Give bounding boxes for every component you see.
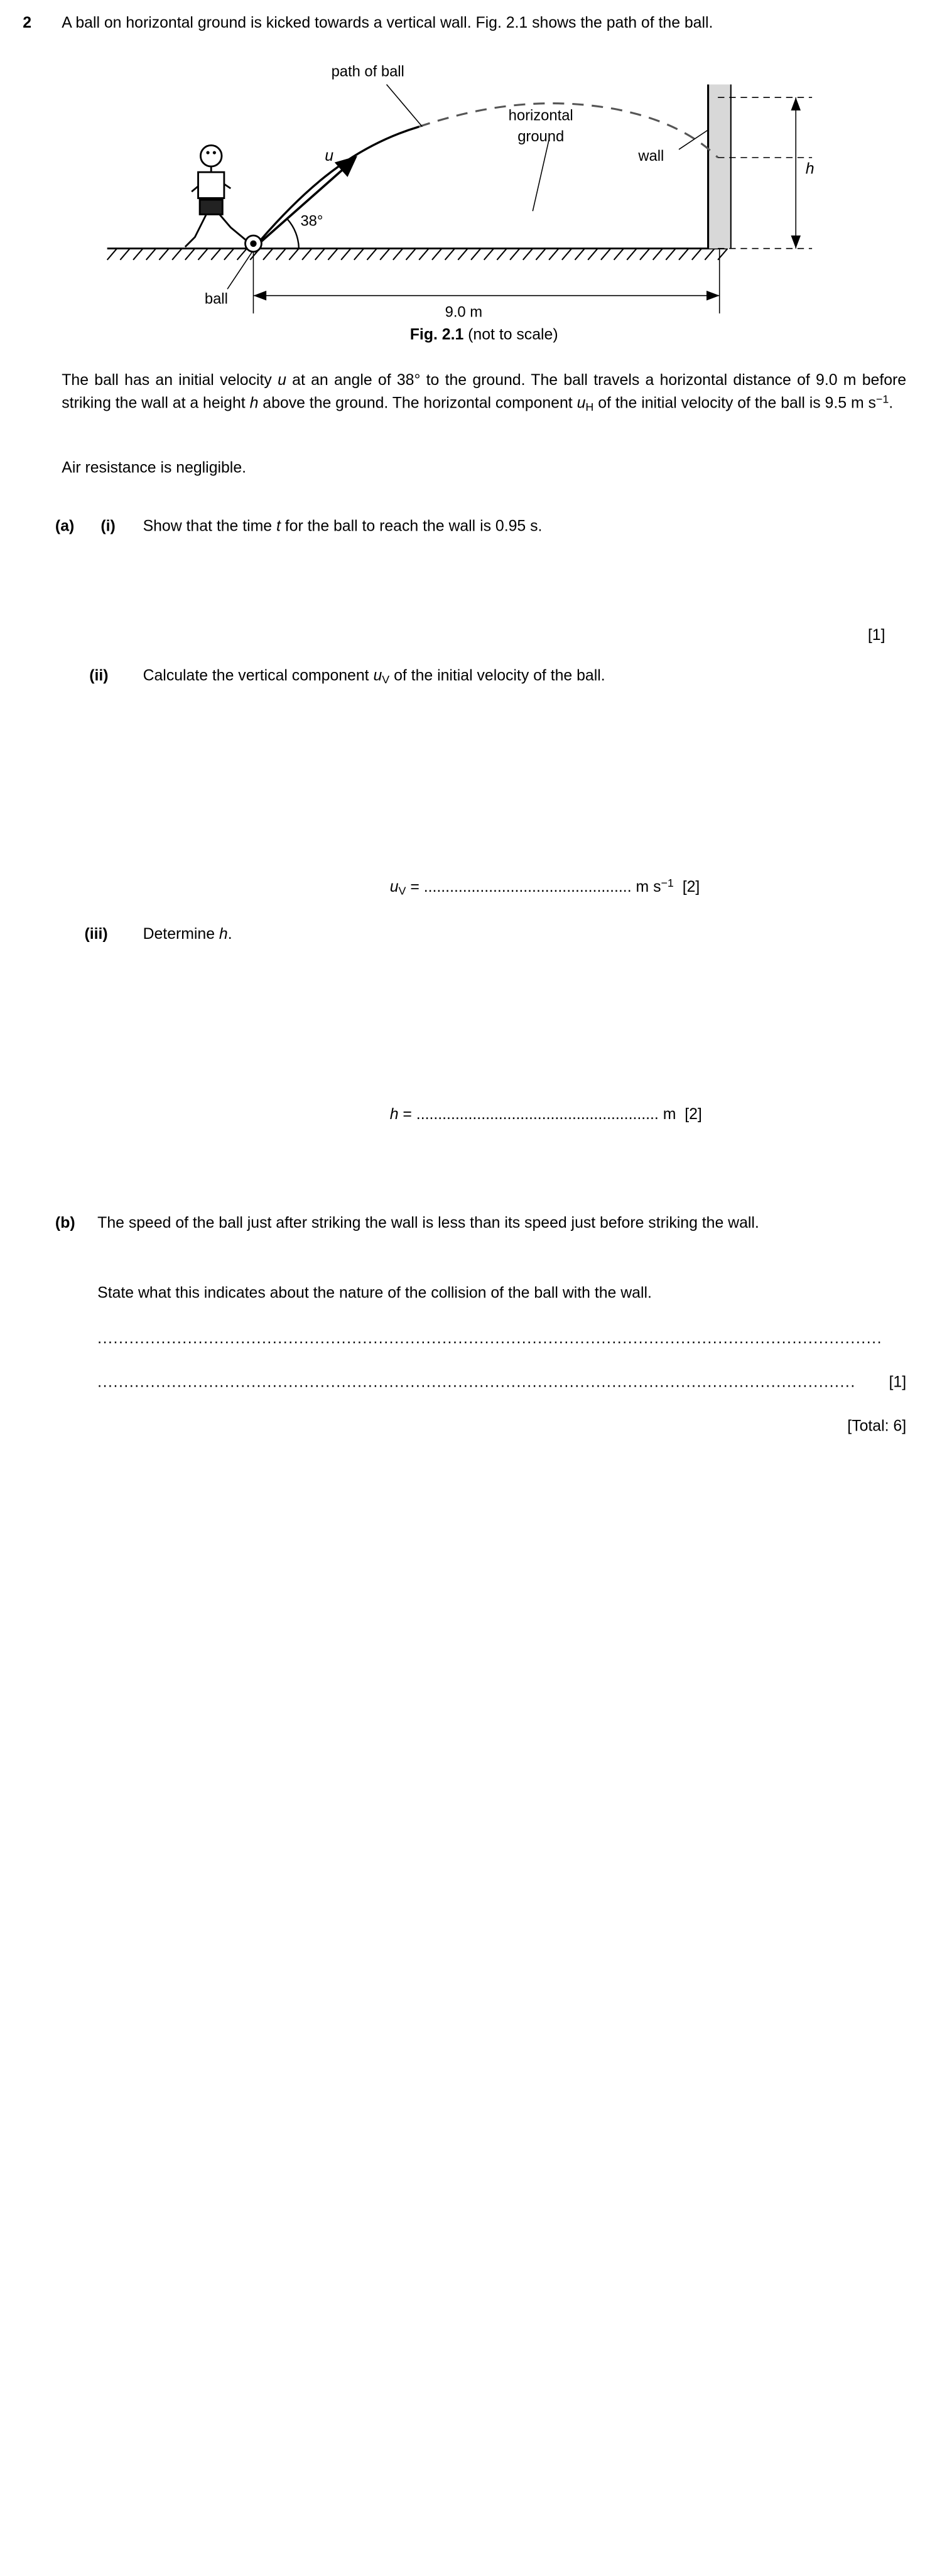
figure-svg — [62, 49, 906, 317]
para1-sup: −1 — [875, 394, 889, 406]
figure-caption-rest: (not to scale) — [463, 326, 558, 345]
answer-h-unit: m — [658, 1106, 676, 1124]
para1-part3: above the ground. The horizontal component — [258, 394, 577, 413]
answer-line-1[interactable]: .................................................................................................................................................... — [97, 1330, 883, 1348]
part-a-i-text-post: for the ball to reach the wall is 0.95 s. — [280, 517, 543, 536]
figure-caption-bold: Fig. 2.1 — [409, 326, 464, 345]
part-a-i-text — [143, 516, 907, 539]
part-b-text-2: State what this indicates about the nature of the collision of the ball with the wall. — [97, 1284, 652, 1303]
label-horizontal-ground-line1: horizontal — [508, 107, 573, 124]
part-a-iii-text — [143, 924, 907, 947]
part-a-i-mark: [1] — [867, 627, 885, 645]
part-a-i-text-pre: Show that the time — [143, 517, 276, 536]
part-b-mark: [1] — [889, 1373, 907, 1392]
part-a-i-label: (i) — [100, 517, 116, 536]
part-a-ii-label: (ii) — [89, 667, 109, 686]
para1-part4: of the initial velocity of the ball is 9.5 m s — [593, 394, 876, 413]
part-a-ii-text-post: of the initial velocity of the ball. — [389, 667, 605, 686]
question-number: 2 — [23, 14, 32, 33]
part-a-iii-symbol-h: h — [219, 926, 228, 944]
para1-symbol-u: u — [278, 372, 286, 390]
part-a-ii-text-pre: Calculate the vertical component — [143, 667, 374, 686]
part-b-label: (b) — [55, 1215, 75, 1233]
label-u: u — [325, 148, 334, 166]
answer-line-2[interactable]: ............................................................................................................................................... — [97, 1373, 856, 1392]
figure-2-1 — [62, 49, 906, 320]
answer-uv-unit-sup: −1 — [661, 879, 674, 890]
part-a-ii-symbol-u-sub: V — [382, 675, 390, 687]
label-angle: 38° — [300, 212, 323, 229]
para1-part1: The ball has an initial velocity — [62, 372, 278, 390]
part-a-iii-answer-line — [390, 1105, 910, 1127]
label-ball: ball — [204, 290, 228, 307]
label-h: h — [805, 161, 815, 179]
part-a-iii-text-pre: Determine — [143, 926, 219, 944]
part-a-iii-label: (iii) — [84, 926, 108, 944]
figure-caption — [62, 325, 906, 347]
part-b-text: The speed of the ball just after striking the wall is less than its speed just before striking the wall. — [97, 1215, 759, 1233]
answer-h-equals: = — [398, 1106, 416, 1124]
part-a-label: (a) — [55, 517, 75, 536]
label-distance: 9.0 m — [445, 303, 483, 320]
part-a-ii-symbol-u: u — [373, 667, 382, 686]
para1-part2: at an angle of 38° to the ground. The ball travels a horizontal distance of 9.0 m before striking the wall at a height — [62, 372, 907, 413]
label-wall: wall — [638, 148, 664, 165]
part-a-ii-answer-line — [390, 877, 910, 901]
answer-h-dots[interactable]: ........................................................ — [416, 1106, 659, 1124]
para1-symbol-uh: u — [577, 394, 586, 413]
answer-uv-equals: = — [406, 879, 424, 897]
para1-symbol-uh-sub: H — [585, 402, 594, 414]
answer-uv-symbol-sub: V — [398, 886, 406, 898]
label-path-of-ball: path of ball — [331, 63, 404, 80]
question-paragraph-2: Air resistance is negligible. — [62, 459, 247, 478]
part-a-i-symbol-t: t — [276, 517, 281, 536]
para1-end: . — [889, 394, 894, 413]
part-a-ii-mark: [2] — [682, 879, 700, 897]
total-marks: [Total: 6] — [847, 1417, 907, 1436]
answer-uv-symbol: u — [389, 879, 399, 897]
question-stem: A ball on horizontal ground is kicked towards a vertical wall. Fig. 2.1 shows the path of the ball. — [62, 14, 713, 33]
part-a-iii-mark: [2] — [685, 1106, 702, 1124]
part-a-iii-text-post: . — [227, 926, 232, 944]
part-a-ii-text — [143, 666, 907, 690]
label-horizontal-ground-line2: ground — [517, 128, 565, 145]
answer-uv-unit: m s — [631, 879, 661, 897]
answer-h-symbol: h — [389, 1106, 399, 1124]
para1-symbol-h: h — [249, 394, 259, 413]
question-paragraph-1 — [62, 371, 906, 417]
answer-uv-dots[interactable]: ................................................ — [423, 879, 632, 897]
